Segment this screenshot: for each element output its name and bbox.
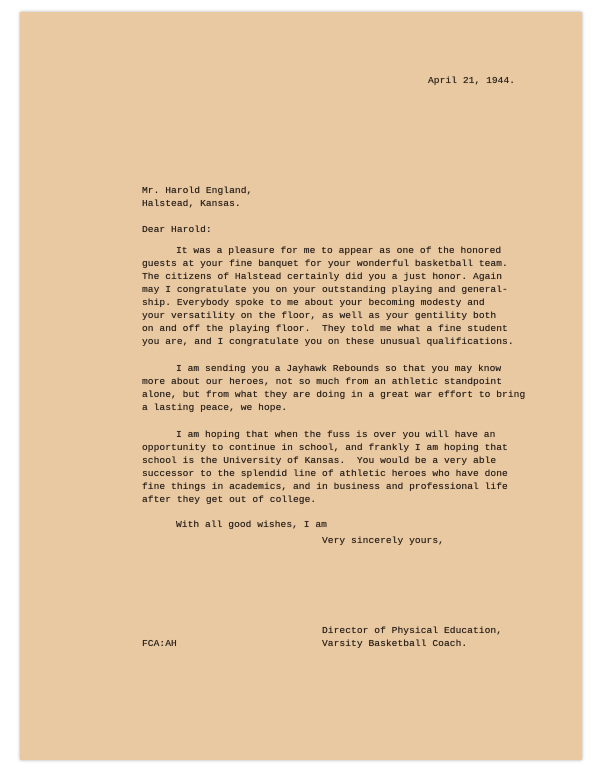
paragraph-line: ship. Everybody spoke to me about your becoming modesty and — [142, 297, 485, 308]
paragraph-line: after they get out of college. — [142, 494, 317, 505]
paragraph-line: fine things in academics, and in business and professional life — [142, 481, 508, 492]
closing: Very sincerely yours, — [322, 535, 444, 546]
paragraph-line: you are, and I congratulate you on these unusual qualifications. — [142, 336, 514, 347]
signature-title-line: Varsity Basketball Coach. — [322, 638, 468, 649]
paragraph-line: more about our heroes, not so much from an athletic standpoint — [142, 376, 503, 387]
letter-body — [20, 12, 582, 760]
recipient-address: Halstead, Kansas. — [142, 198, 241, 209]
paragraph-line: your versatility on the floor, as well as your gentility both — [142, 310, 497, 321]
signature-title-line: Director of Physical Education, — [322, 625, 503, 636]
paragraph-line: It was a pleasure for me to appear as one of the honored — [176, 245, 502, 256]
paragraph-line: a lasting peace, we hope. — [142, 402, 288, 413]
paragraph-line: may I congratulate you on your outstanding playing and general- — [142, 284, 508, 295]
salutation: Dear Harold: — [142, 224, 212, 235]
typist-initials: FCA:AH — [142, 638, 177, 649]
paragraph-line: I am hoping that when the fuss is over you will have an — [176, 429, 496, 440]
paragraph-line: alone, but from what they are doing in a great war effort to bring — [142, 389, 526, 400]
paragraph-line: successor to the splendid line of athletic heroes who have done — [142, 468, 508, 479]
paragraph-line: opportunity to continue in school, and frankly I am hoping that — [142, 442, 508, 453]
paragraph-line: I am sending you a Jayhawk Rebounds so that you may know — [176, 363, 502, 374]
recipient-name: Mr. Harold England, — [142, 185, 253, 196]
paragraph-line: The citizens of Halstead certainly did you a just honor. Again — [142, 271, 503, 282]
paragraph-line: on and off the playing floor. They told me what a fine student — [142, 323, 508, 334]
letter-date: April 21, 1944. — [428, 75, 516, 86]
paragraph-line: guests at your fine banquet for your wonderful basketball team. — [142, 258, 508, 269]
paragraph-line: school is the University of Kansas. You would be a very able — [142, 455, 497, 466]
paragraph-line: With all good wishes, I am — [176, 519, 327, 530]
letter-page — [20, 12, 582, 760]
